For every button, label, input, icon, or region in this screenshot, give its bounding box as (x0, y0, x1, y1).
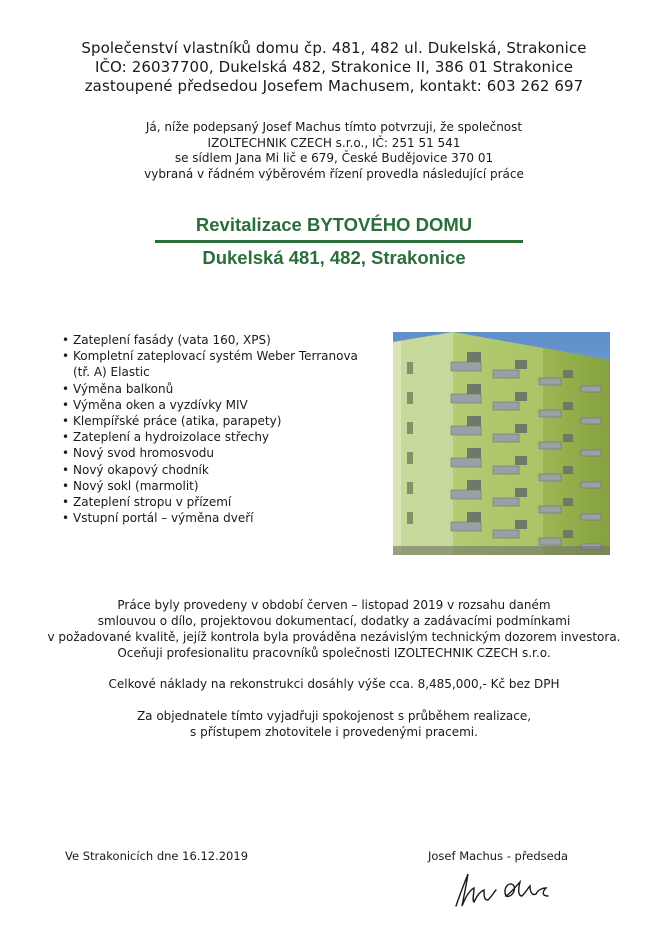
paragraph-line-3: v požadované kvalitě, jejíž kontrola byla prováděna nezávislým technickým dozorem investora. (47, 630, 621, 644)
closing-line-1: Za objednatele tímto vyjadřuji spokojenost s průběhem realizace, (136, 709, 532, 723)
list-item: • Nový svod hromosvodu (62, 445, 362, 461)
list-item: • Zateplení stropu v přízemí (62, 494, 362, 510)
title-divider (155, 240, 523, 243)
place-and-date: Ve Strakonicích dne 16.12.2019 (65, 849, 249, 863)
paragraph-line-1: Práce byly provedeny v období červen – listopad 2019 v rozsahu daném (117, 598, 551, 612)
list-item: • Zateplení fasády (vata 160, XPS) (62, 332, 362, 348)
signature-image (450, 866, 560, 914)
works-list (62, 332, 362, 526)
header-line-2: IČO: 26037700, Dukelská 482, Strakonice II, 386 01 Strakonice (94, 58, 574, 76)
paragraph-line-4: Oceňuji profesionalitu pracovníků společnosti IZOLTECHNIK CZECH s.r.o. (117, 646, 551, 660)
list-item: • Zateplení a hydroizolace střechy (62, 429, 362, 445)
intro-line-4: vybraná v řádném výběrovém řízení provedla následující práce (144, 167, 524, 181)
list-item: • Nový okapový chodník (62, 462, 362, 478)
closing-line-2: s přístupem zhotovitele i provedenými pracemi. (190, 725, 478, 739)
intro-line-3: se sídlem Jana Mi lič e 679, České Budějovice 370 01 (174, 151, 494, 165)
list-item: • Kompletní zateplovací systém Weber Terranova (tř. A) Elastic (62, 348, 362, 380)
list-item: • Nový sokl (marmolit) (62, 478, 362, 494)
list-item: • Klempířské práce (atika, parapety) (62, 413, 362, 429)
header-line-1: Společenství vlastníků domu čp. 481, 482 ul. Dukelská, Strakonice (81, 39, 587, 57)
title-line-1: Revitalizace BYTOVÉHO DOMU (195, 214, 473, 235)
building-photo (393, 332, 610, 555)
intro-line-1: Já, níže podepsaný Josef Machus tímto potvrzuji, že společnost (145, 120, 523, 134)
paragraph-line-2: smlouvou o dílo, projektovou dokumentací, dodatky a zadávacími podmínkami (97, 614, 571, 628)
intro-line-2: IZOLTECHNIK CZECH s.r.o., IČ: 251 51 541 (207, 136, 461, 150)
list-item: • Výměna balkonů (62, 381, 362, 397)
list-item: • Výměna oken a vyzdívky MIV (62, 397, 362, 413)
list-item: • Vstupní portál – výměna dveří (62, 510, 362, 526)
costs-line: Celkové náklady na rekonstrukci dosáhly výše cca. 8,485,000,- Kč bez DPH (108, 677, 560, 691)
header-line-3: zastoupené předsedou Josefem Machusem, kontakt: 603 262 697 (84, 77, 584, 95)
title-line-2: Dukelská 481, 482, Strakonice (202, 247, 466, 268)
signatory-name: Josef Machus - předseda (428, 849, 569, 863)
